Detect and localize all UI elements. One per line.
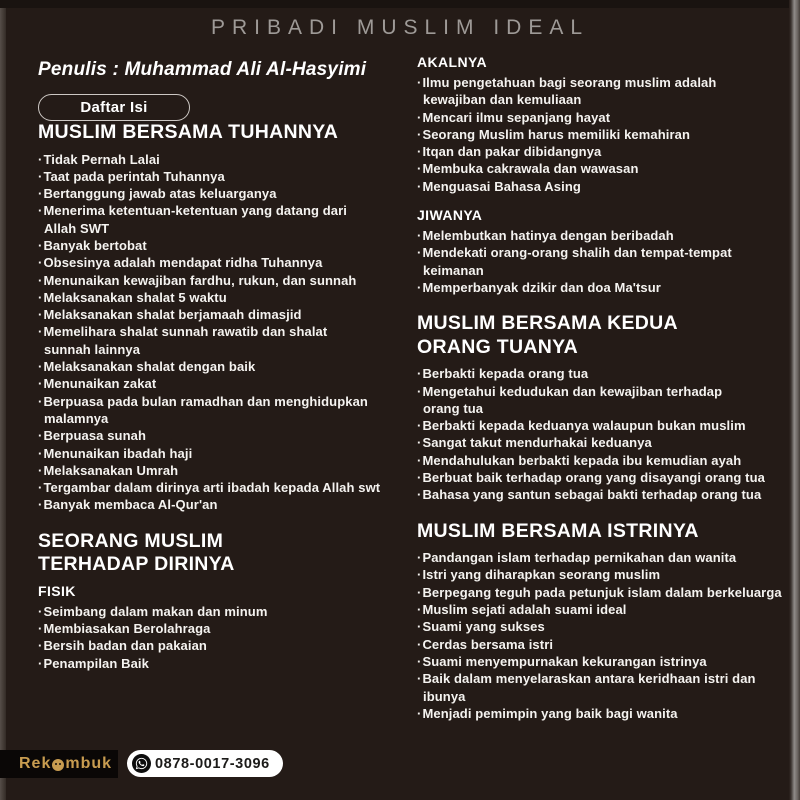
list-item: · Seimbang dalam makan dan minum (38, 603, 420, 620)
list-item: · Melembutkan hatinya dengan beribadah (417, 227, 793, 244)
whatsapp-contact-button[interactable] (127, 750, 283, 777)
list-item: · Seorang Muslim harus memiliki kemahiran (417, 126, 793, 143)
list-item: · Banyak bertobat (38, 237, 420, 254)
list-item: · Membuka cakrawala dan wawasan (417, 160, 793, 177)
left-column (38, 58, 420, 672)
list-item: · Mendahulukan berbakti kepada ibu kemudian ayah (417, 452, 793, 469)
item-list (417, 549, 793, 722)
left-column-sections (38, 121, 420, 672)
list-item: · Bahasa yang santun sebagai bakti terhadap orang tua (417, 486, 793, 503)
list-item: · Pandangan islam terhadap pernikahan dan wanita (417, 549, 793, 566)
list-item: · Suami yang sukses (417, 618, 793, 635)
list-item: · Banyak membaca Al-Qur'an (38, 496, 420, 513)
list-item: · Menerima ketentuan-ketentuan yang datang dari Allah SWT (38, 202, 420, 237)
list-item: · Itqan dan pakar dibidangnya (417, 143, 793, 160)
brand-text-suffix: mbuk (65, 755, 113, 772)
list-item: · Tergambar dalam dirinya arti ibadah kepada Allah swt (38, 479, 420, 496)
list-item: · Menunaikan zakat (38, 375, 420, 392)
item-list (417, 74, 793, 195)
brand-logo (0, 750, 118, 778)
list-item: · Menunaikan ibadah haji (38, 445, 420, 462)
section-muslim-bersama-kedua-orang-tuanya (417, 312, 793, 503)
section-muslim-bersama-istrinya (417, 520, 793, 722)
section-title: MUSLIM BERSAMA KEDUA ORANG TUANYA (417, 312, 678, 358)
section-akalnya (417, 54, 793, 195)
list-item: · Bersih badan dan pakaian (38, 637, 420, 654)
list-item: · Bertanggung jawab atas keluarganya (38, 185, 420, 202)
section-title: AKALNYA (417, 54, 487, 70)
item-list (417, 227, 793, 296)
section-title: MUSLIM BERSAMA ISTRINYA (417, 519, 699, 542)
item-list (38, 151, 420, 514)
author-line: Penulis : Muhammad Ali Al-Hasyimi (38, 59, 367, 80)
list-item: · Tidak Pernah Lalai (38, 151, 420, 168)
section-jiwanya (417, 207, 793, 296)
section-muslim-bersama-tuhannya (38, 121, 420, 514)
list-item: · Muslim sejati adalah suami ideal (417, 601, 793, 618)
list-item: · Melaksanakan shalat berjamaah dimasjid (38, 306, 420, 323)
page-title: PRIBADI MUSLIM IDEAL (210, 16, 590, 39)
list-item: · Menjadi pemimpin yang baik bagi wanita (417, 705, 793, 722)
top-edge-shadow (0, 0, 800, 8)
list-item: · Sangat takut mendurhakai keduanya (417, 434, 793, 451)
item-list (38, 603, 420, 672)
list-item: · Berbuat baik terhadap orang yang disayangi orang tua (417, 469, 793, 486)
list-item: · Berpuasa pada bulan ramadhan dan menghidupkan malamnya (38, 393, 420, 428)
list-item: · Berbakti kepada orang tua (417, 365, 793, 382)
whatsapp-icon (132, 754, 151, 773)
list-item: · Berpuasa sunah (38, 427, 420, 444)
list-item: · Taat pada perintah Tuhannya (38, 168, 420, 185)
daftar-isi-button[interactable] (38, 94, 190, 121)
section-seorang-muslim-terhadap-dirinya (38, 530, 420, 672)
list-item: · Menguasai Bahasa Asing (417, 178, 793, 195)
list-item: · Mengetahui kedudukan dan kewajiban terhadap orang tua (417, 383, 793, 418)
section-title: JIWANYA (417, 207, 483, 224)
list-item: · Berpegang teguh pada petunjuk islam dalam berkeluarga (417, 584, 793, 601)
section-title: MUSLIM BERSAMA TUHANNYA (38, 121, 339, 143)
list-item: · Mencari ilmu sepanjang hayat (417, 109, 793, 126)
list-item: · Mendekati orang-orang shalih dan tempat-tempat keimanan (417, 244, 793, 279)
brand-text-prefix: Rek (19, 755, 52, 772)
list-item: · Memperbanyak dzikir dan doa Ma'tsur (417, 279, 793, 296)
list-item: · Berbakti kepada keduanya walaupun bukan muslim (417, 417, 793, 434)
list-item: · Ilmu pengetahuan bagi seorang muslim adalah kewajiban dan kemuliaan (417, 74, 793, 109)
list-item: · Melaksanakan shalat dengan baik (38, 358, 420, 375)
item-list (417, 365, 793, 503)
list-item: · Membiasakan Berolahraga (38, 620, 420, 637)
list-item: · Cerdas bersama istri (417, 636, 793, 653)
list-item: · Baik dalam menyelaraskan antara keridhaan istri dan ibunya (417, 670, 793, 705)
right-column-sections (417, 54, 793, 722)
right-column (417, 52, 793, 722)
brand-o-icon (52, 759, 64, 771)
daftar-isi-label: Daftar Isi (80, 99, 148, 116)
list-item: · Penampilan Baik (38, 655, 420, 672)
section-title: SEORANG MUSLIM TERHADAP DIRINYA (38, 529, 235, 576)
section-subtitle: FISIK (38, 582, 76, 599)
footer (0, 750, 800, 778)
list-item: · Memelihara shalat sunnah rawatib dan shalat sunnah lainnya (38, 323, 420, 358)
list-item: · Obsesinya adalah mendapat ridha Tuhannya (38, 254, 420, 271)
list-item: · Menunaikan kewajiban fardhu, rukun, dan sunnah (38, 272, 420, 289)
list-item: · Melaksanakan Umrah (38, 462, 420, 479)
list-item: · Melaksanakan shalat 5 waktu (38, 289, 420, 306)
list-item: · Istri yang diharapkan seorang muslim (417, 566, 793, 583)
list-item: · Suami menyempurnakan kekurangan istrinya (417, 653, 793, 670)
left-edge-highlight (0, 8, 6, 800)
phone-number: 0878-0017-3096 (155, 755, 270, 772)
